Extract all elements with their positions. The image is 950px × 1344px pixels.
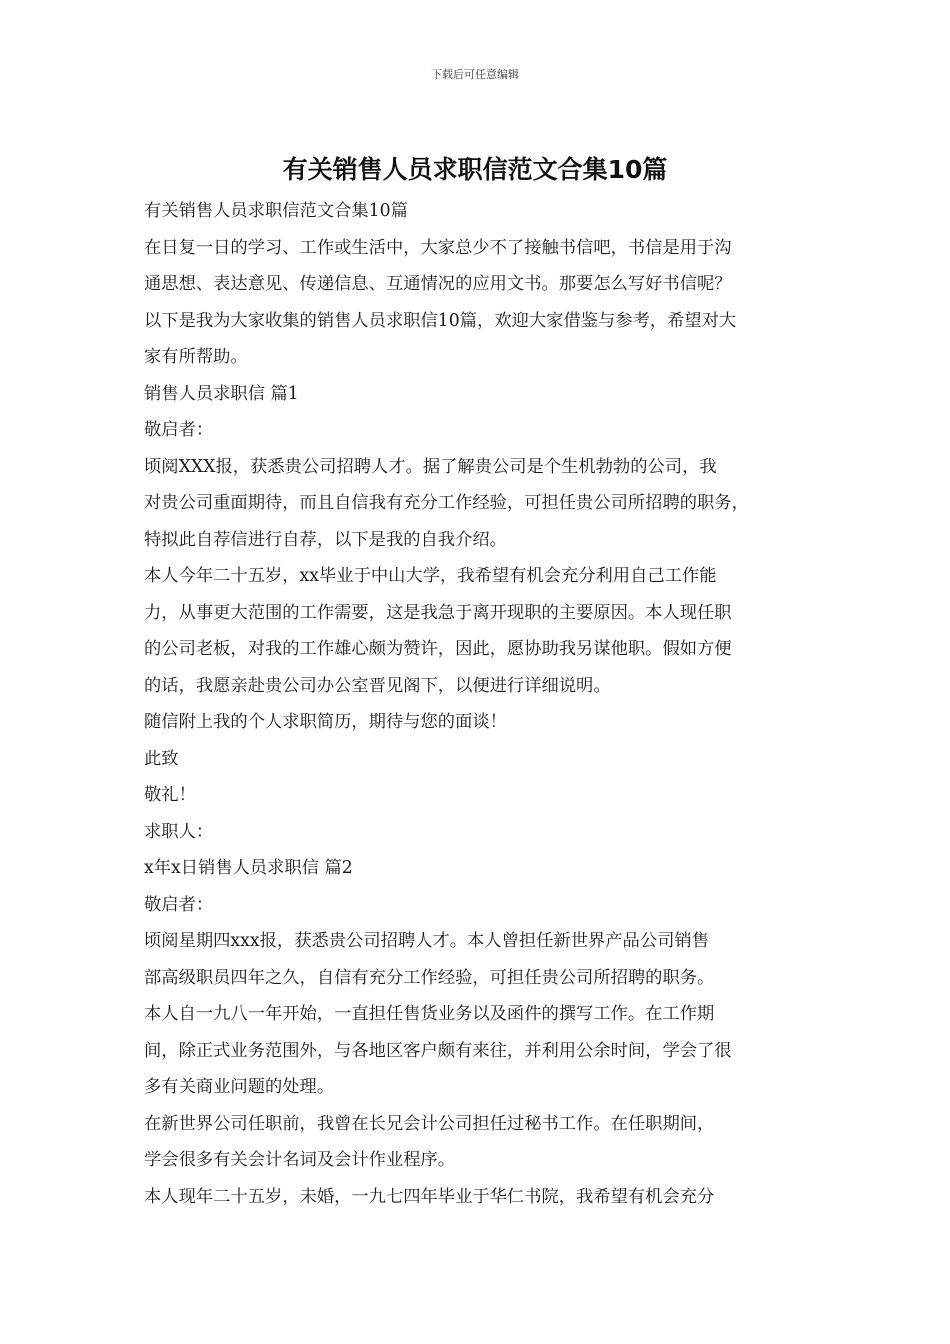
body-line: 有关销售人员求职信范文合集10篇 <box>144 201 408 221</box>
body-line: 顷阅星期四xxx报，获悉贵公司招聘人才。本人曾担任新世界产品公司销售 <box>144 931 709 951</box>
body-line: 家有所帮助。 <box>144 347 248 367</box>
body-line: 多有关商业问题的处理。 <box>144 1077 335 1097</box>
body-line: 在新世界公司任职前，我曾在长兄会计公司担任过秘书工作。在任职期间， <box>144 1113 715 1134</box>
header-note: 下载后可任意编辑 <box>431 68 519 81</box>
body-line: 学会很多有关会计名词及会计作业程序。 <box>144 1150 456 1170</box>
body-line: 销售人员求职信 篇1 <box>144 383 299 404</box>
body-line: 敬启者： <box>144 420 214 440</box>
body-line: 间，除正式业务范围外，与各地区客户颇有来往，并利用公余时间，学会了很 <box>144 1040 732 1061</box>
body-line: 随信附上我的个人求职简历，期待与您的面谈！ <box>144 712 507 732</box>
body-line: 的话，我愿亲赴贵公司办公室晋见阁下，以便进行详细说明。 <box>144 675 611 696</box>
document-body <box>144 193 824 1215</box>
body-line: 求职人： <box>144 821 214 842</box>
body-line: 本人今年二十五岁，xx毕业于中山大学，我希望有机会充分利用自己工作能 <box>144 566 717 586</box>
body-line: 特拟此自荐信进行自荐，以下是我的自我介绍。 <box>144 529 507 550</box>
body-line: 以下是我为大家收集的销售人员求职信10篇，欢迎大家借鉴与参考，希望对大 <box>144 310 737 331</box>
document-title: 有关销售人员求职信范文合集10篇 <box>282 155 668 184</box>
body-line: x年x日销售人员求职信 篇2 <box>144 858 353 878</box>
body-line: 本人现年二十五岁，未婚，一九七四年毕业于华仁书院，我希望有机会充分 <box>144 1186 715 1207</box>
body-line: 本人自一九八一年开始，一直担任售货业务以及函件的撰写工作。在工作期 <box>144 1004 715 1024</box>
body-line: 部高级职员四年之久，自信有充分工作经验，可担任贵公司所招聘的职务。 <box>144 967 715 988</box>
body-line: 敬启者： <box>144 894 214 915</box>
body-line: 顷阅XXX报，获悉贵公司招聘人才。据了解贵公司是个生机勃勃的公司，我 <box>144 456 717 477</box>
body-line: 对贵公司重面期待，而且自信我有充分工作经验，可担任贵公司所招聘的职务， <box>144 493 749 513</box>
body-line: 在日复一日的学习、工作或生活中，大家总少不了接触书信吧，书信是用于沟 <box>144 237 732 258</box>
body-line: 通思想、表达意见、传递信息、互通情况的应用文书。那要怎么写好书信呢？ <box>144 274 732 294</box>
body-line: 敬礼！ <box>144 785 196 805</box>
body-line: 的公司老板，对我的工作雄心颇为赞许，因此，愿协助我另谋他职。假如方便 <box>144 639 732 659</box>
body-line: 此致 <box>144 748 179 769</box>
body-line: 力，从事更大范围的工作需要，这是我急于离开现职的主要原因。本人现任职 <box>144 602 732 623</box>
